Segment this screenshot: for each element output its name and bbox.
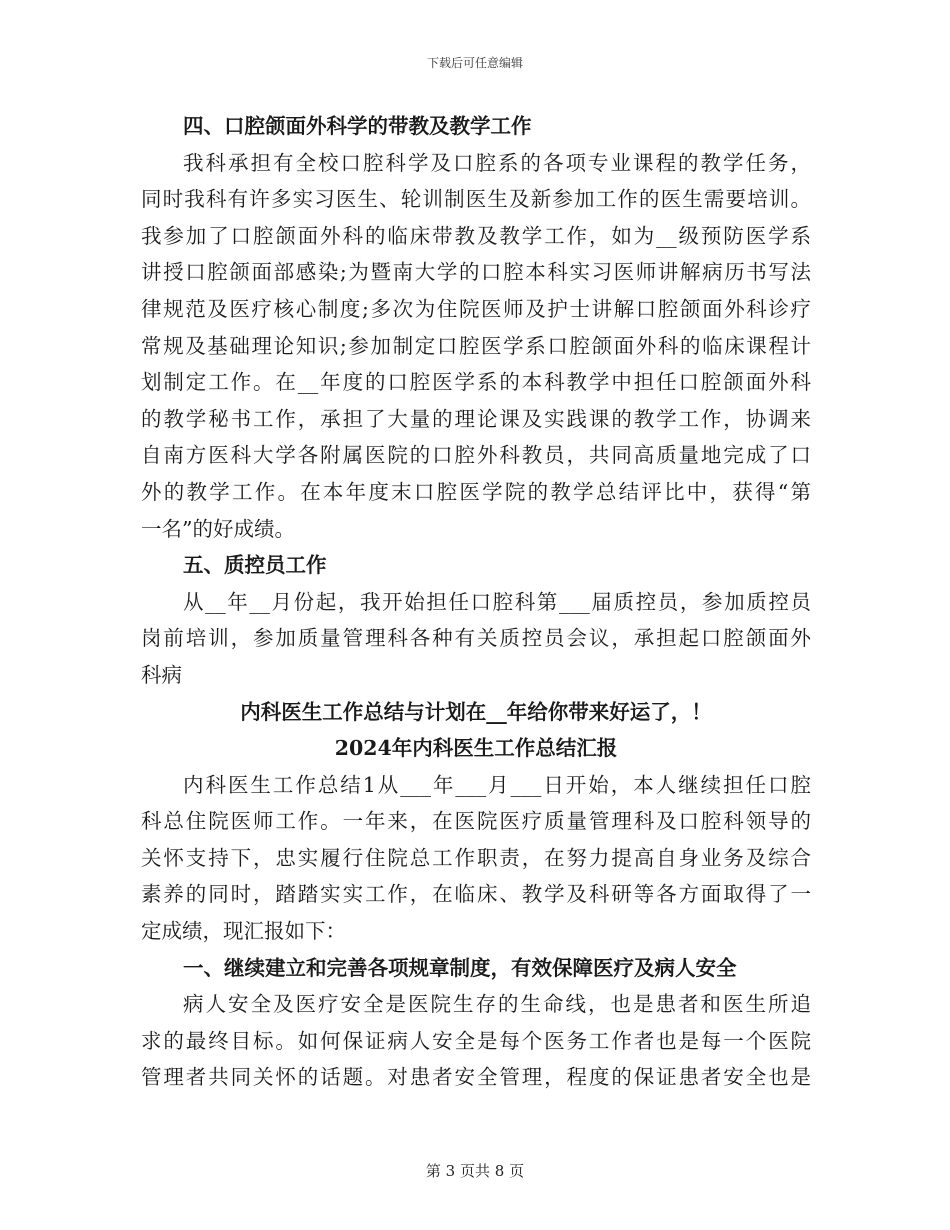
body-text-line: 的教学秘书工作，承担了大量的理论课及实践课的教学工作，协调来: [141, 406, 811, 431]
document-body: [141, 108, 811, 1096]
body-text-line: 管理者共同关怀的话题。对患者安全管理，程度的保证患者安全也是: [141, 1065, 811, 1090]
body-text-line: 岗前培训，参加质量管理科各种有关质控员会议，承担起口腔颌面外: [141, 626, 811, 651]
body-text-line: 划制定工作。在__年度的口腔医学系的本科教学中担任口腔颌面外科: [141, 370, 811, 395]
header-note: 下载后可任意编辑: [426, 56, 523, 70]
section-heading: 四、口腔颌面外科学的带教及教学工作: [183, 114, 532, 138]
body-text-line: 关怀支持下，忠实履行住院总工作职责，在努力提高自身业务及综合: [141, 845, 811, 870]
section-heading: 五、质控员工作: [183, 553, 327, 578]
body-text-line: 科总住院医师工作。一年来，在医院医疗质量管理科及口腔科领导的: [141, 809, 811, 834]
document-title: 内科医生工作总结与计划在__年给你带来好运了，！: [240, 699, 712, 724]
body-text-line: 自南方医科大学各附属医院的口腔外科教员，共同高质量地完成了口: [141, 443, 811, 468]
body-text-line: 从__年__月份起，我开始担任口腔科第___届质控员，参加质控员: [183, 589, 811, 614]
body-text-line: 一名”的好成绩。: [141, 516, 295, 541]
body-text-line: 律规范及医疗核心制度;多次为住院医师及护士讲解口腔颌面外科诊疗: [141, 296, 811, 321]
body-text-line: 我科承担有全校口腔科学及口腔系的各项专业课程的教学任务，: [183, 150, 811, 175]
body-text-line: 求的最终目标。如何保证病人安全是每个医务工作者也是每一个医院: [141, 1028, 811, 1053]
body-text-line: 讲授口腔颌面部感染;为暨南大学的口腔本科实习医师讲解病历书写法: [141, 260, 811, 285]
body-text-line: 我参加了口腔颌面外科的临床带教及教学工作，如为__级预防医学系: [141, 223, 811, 248]
body-text-line: 常规及基础理论知识;参加制定口腔医学系口腔颌面外科的临床课程计: [141, 333, 811, 358]
body-text-line: 外的教学工作。在本年度末口腔医学院的教学总结评比中，获得“第: [141, 479, 811, 504]
document-title: 2024年内科医生工作总结汇报: [334, 736, 618, 761]
body-text-line: 病人安全及医疗安全是医院生存的生命线，也是患者和医生所追: [183, 992, 811, 1017]
section-heading: 一、继续建立和完善各项规章制度，有效保障医疗及病人安全: [183, 955, 737, 980]
body-text-line: 同时我科有许多实习医生、轮训制医生及新参加工作的医生需要培训。: [141, 187, 811, 212]
body-text-line: 内科医生工作总结1从___年___月___日开始，本人继续担任口腔: [183, 772, 811, 797]
page-number: 第 3 页共 8 页: [425, 1162, 525, 1180]
body-text-line: 素养的同时，踏踏实实工作，在临床、教学及科研等各方面取得了一: [141, 882, 811, 907]
body-text-line: 科病: [141, 662, 182, 687]
body-text-line: 定成绩，现汇报如下：: [141, 919, 346, 944]
